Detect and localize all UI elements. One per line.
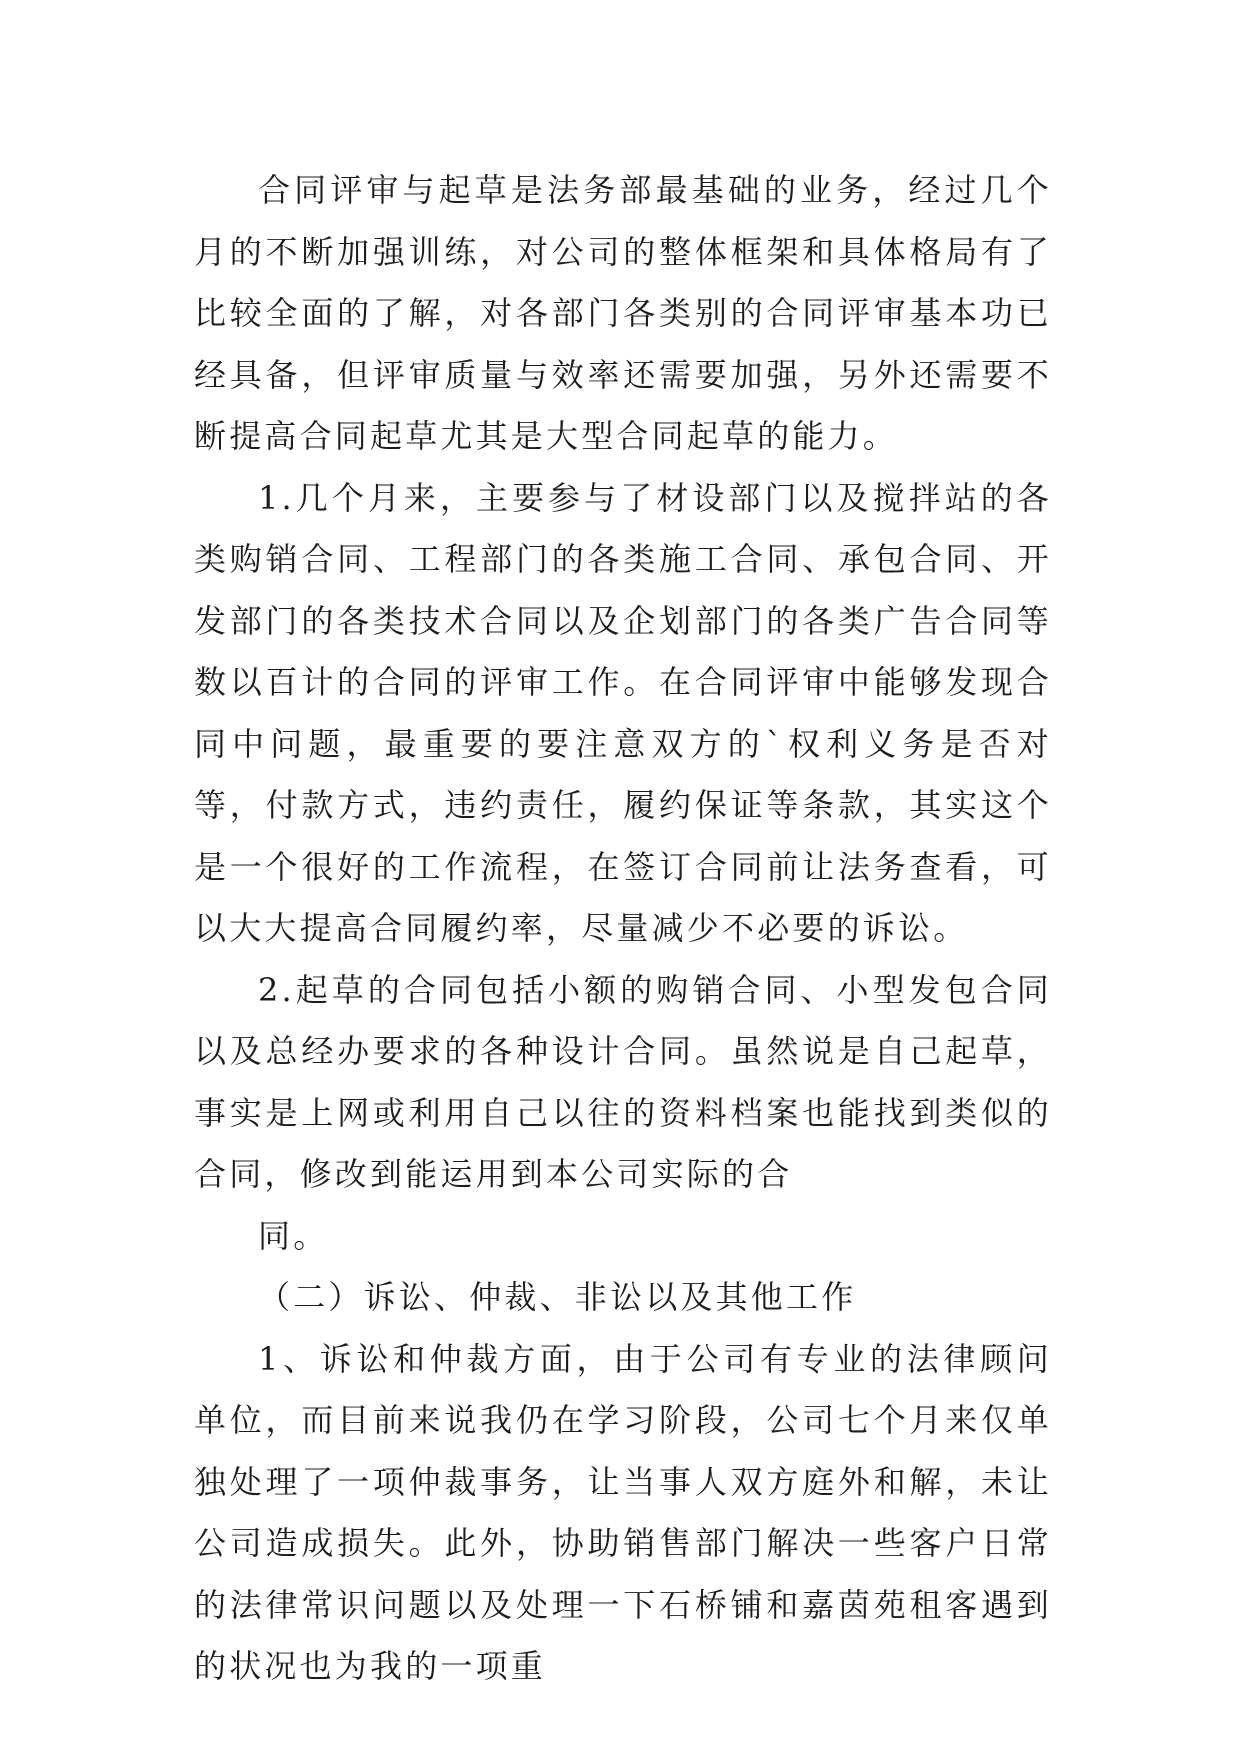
paragraph-item-1-contract-review: 1.几个月来，主要参与了材设部门以及搅拌站的各类购销合同、工程部门的各类施工合同、承包合同、开发部门的各类技术合同以及企划部门的各类广告合同等数以百计的合同的评审工作。在合同评审中能够发现合同中问题，最重要的要注意双方的`权利义务是否对等，付款方式，违约责任，履约保证等条款，其实这个是一个很好的工作流程，在签订合同前让法务查看，可以大大提高合同履约率，尽量减少不必要的诉讼。 — [194, 478, 1052, 947]
paragraph-continuation: 同。 — [258, 1216, 329, 1255]
paragraph-item-2-contract-drafting: 2.起草的合同包括小额的购销合同、小型发包合同以及总经办要求的各种设计合同。虽然说是自己起草，事实是上网或利用自己以往的资料档案也能找到类似的合同，修改到能运用到本公司实际的合 — [194, 970, 1052, 1193]
paragraph-litigation-arbitration: 1、诉讼和仲裁方面，由于公司有专业的法律顾问单位，而目前来说我仍在学习阶段，公司七个月来仅单独处理了一项仲裁事务，让当事人双方庭外和解，未让公司造成损失。此外，协助销售部门解决一些客户日常的法律常识问题以及处理一下石桥铺和嘉茵苑租客遇到的状况也为我的一项重 — [194, 1339, 1052, 1685]
paragraph-contract-review-intro: 合同评审与起草是法务部最基础的业务，经过几个月的不断加强训练，对公司的整体框架和具体格局有了比较全面的了解，对各部门各类别的合同评审基本功已经具备，但评审质量与效率还需要加强，另外还需要不断提高合同起草尤其是大型合同起草的能力。 — [194, 171, 1052, 455]
section-heading-litigation: （二）诉讼、仲裁、非讼以及其他工作 — [258, 1278, 857, 1316]
document-body — [194, 160, 1052, 1698]
